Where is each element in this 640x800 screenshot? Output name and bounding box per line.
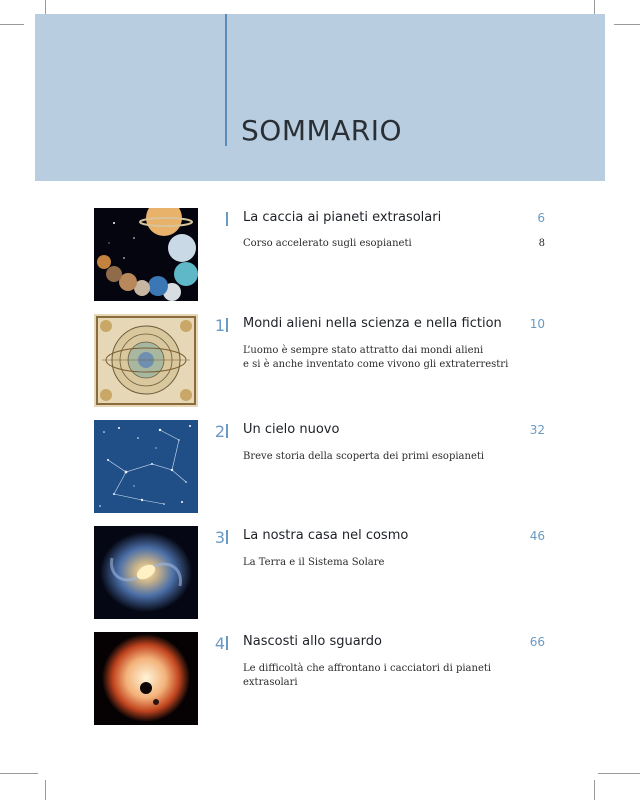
chapter-title[interactable]: La nostra casa nel cosmo — [243, 528, 409, 543]
header-divider — [225, 14, 227, 146]
crop-mark — [0, 773, 38, 774]
red-star-transit-image — [94, 632, 198, 725]
toc-entry[interactable] — [0, 420, 640, 516]
toc-entry[interactable] — [0, 632, 640, 728]
milky-way-galaxy-image — [94, 526, 198, 619]
crop-mark — [598, 773, 640, 774]
chapter-number: 2 — [214, 422, 225, 441]
antique-celestial-map-image — [94, 314, 198, 407]
chapter-divider — [226, 530, 228, 544]
crop-mark — [614, 24, 640, 25]
chapter-divider — [226, 318, 228, 332]
chapter-description — [243, 662, 543, 690]
crop-mark — [45, 780, 46, 800]
description-line: La Terra e il Sistema Solare — [243, 557, 385, 568]
chapter-page: 32 — [529, 423, 545, 437]
chapter-title[interactable]: La caccia ai pianeti extrasolari — [243, 210, 442, 225]
description-line: e si è anche inventato come vivono gli extraterrestri — [243, 359, 509, 370]
subsection-page: 8 — [538, 238, 545, 249]
chapter-title[interactable]: Un cielo nuovo — [243, 422, 340, 437]
chapter-page: 6 — [537, 211, 545, 225]
description-line: L’uomo è sempre stato attratto dai mondi alieni — [243, 345, 484, 356]
chapter-page: 46 — [529, 529, 545, 543]
description-line: Breve storia della scoperta dei primi esopianeti — [243, 451, 485, 462]
chapter-number: 1 — [214, 316, 225, 335]
toc-entry[interactable] — [0, 526, 640, 622]
star-constellation-chart-image — [94, 420, 198, 513]
chapter-number: 4 — [214, 634, 225, 653]
toc-entry[interactable] — [0, 314, 640, 410]
crop-mark — [594, 780, 595, 800]
chapter-title[interactable]: Mondi alieni nella scienza e nella fiction — [243, 316, 502, 331]
planets-lineup-image — [94, 208, 198, 301]
chapter-divider — [226, 636, 228, 650]
header-band — [35, 14, 605, 181]
chapter-description — [243, 344, 543, 372]
subsection-title[interactable]: Corso accelerato sugli esopianeti — [243, 238, 412, 249]
chapter-description — [243, 450, 543, 464]
description-line: Le difficoltà che affrontano i cacciatori di pianeti extrasolari — [243, 663, 492, 688]
chapter-title[interactable]: Nascosti allo sguardo — [243, 634, 383, 649]
chapter-page: 66 — [529, 635, 545, 649]
chapter-number: 3 — [214, 528, 225, 547]
chapter-page: 10 — [529, 317, 545, 331]
page-title: SOMMARIO — [241, 114, 403, 147]
toc-entry[interactable] — [0, 208, 640, 304]
chapter-description — [243, 556, 543, 570]
chapter-divider — [226, 212, 228, 226]
chapter-divider — [226, 424, 228, 438]
crop-mark — [0, 24, 24, 25]
